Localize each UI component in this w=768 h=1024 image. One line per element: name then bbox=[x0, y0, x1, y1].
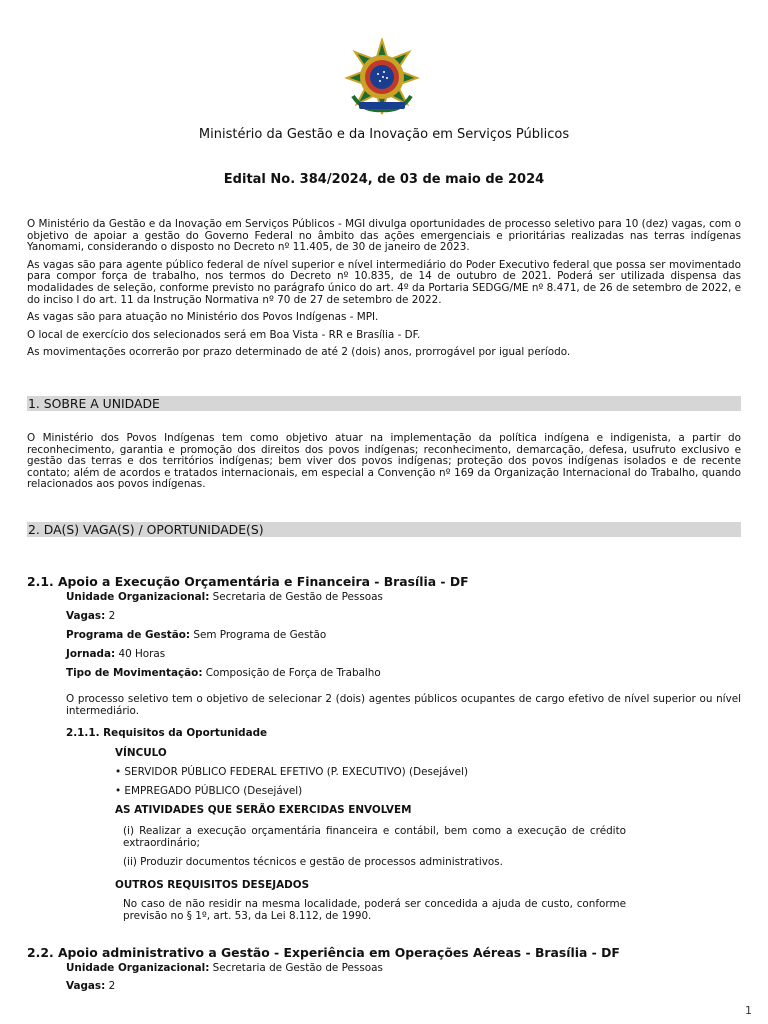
intro-paragraph: O local de exercício dos selecionados será em Boa Vista - RR e Brasília - DF. bbox=[27, 328, 421, 341]
field-label: Unidade Organizacional: bbox=[66, 962, 210, 974]
field-tipo bbox=[66, 667, 381, 679]
vinculo-title: VÍNCULO bbox=[115, 747, 167, 759]
intro-paragraph: As movimentações ocorrerão por prazo determinado de até 2 (dois) anos, prorrogável por igual período. bbox=[27, 346, 571, 359]
field-value: Composição de Força de Trabalho bbox=[202, 667, 381, 679]
field-label: Vagas: bbox=[66, 980, 106, 992]
page-number: 1 bbox=[745, 1004, 752, 1017]
field-value: Sem Programa de Gestão bbox=[190, 629, 327, 641]
edital-title: Edital No. 384/2024, de 03 de maio de 2024 bbox=[223, 172, 545, 187]
outros-text: No caso de não residir na mesma localidade, poderá ser concedida a ajuda de custo, conforme previsão no § 1º, art. 53, da Lei 8.112, de 1990. bbox=[123, 898, 626, 922]
field-vagas bbox=[66, 610, 115, 622]
coat-of-arms-icon bbox=[343, 38, 421, 116]
atividade-item: (i) Realizar a execução orçamentária financeira e contábil, bem como a execução de crédito extraordinário; bbox=[123, 825, 626, 849]
field-label: Jornada: bbox=[66, 648, 116, 660]
section-header-unidade bbox=[27, 396, 741, 411]
field-programa bbox=[66, 629, 326, 641]
intro-block bbox=[27, 219, 741, 365]
atividades-title: AS ATIVIDADES QUE SERÃO EXERCIDAS ENVOLVEM bbox=[115, 804, 412, 816]
requisitos-title: 2.1.1. Requisitos da Oportunidade bbox=[66, 727, 268, 739]
vaga-title: 2.2. Apoio administrativo a Gestão - Experiência em Operações Aéreas - Brasília - DF bbox=[27, 945, 620, 960]
field-vagas bbox=[66, 980, 115, 992]
ministry-title: Ministério da Gestão e da Inovação em Serviços Públicos bbox=[198, 127, 570, 142]
section-title: 2. DA(S) VAGA(S) / OPORTUNIDADE(S) bbox=[28, 522, 264, 537]
section-title: 1. SOBRE A UNIDADE bbox=[28, 396, 160, 411]
vinculo-item: • EMPREGADO PÚBLICO (Desejável) bbox=[115, 785, 303, 797]
field-value: 2 bbox=[105, 610, 116, 622]
intro-paragraph: O Ministério da Gestão e da Inovação em Serviços Públicos - MGI divulga oportunidades de processo seletivo para 10 (dez) vagas, com o objetivo de apoiar a gestão do Governo Federal no âmbito das ações emergenciais e prioritárias realizadas nas terras indígenas Yanomami, considerando o disposto no Decreto nº 11.405, de 30 de janeiro de 2023. bbox=[27, 218, 741, 254]
vaga-title: 2.1. Apoio a Execução Orçamentária e Financeira - Brasília - DF bbox=[27, 574, 469, 589]
field-label: Programa de Gestão: bbox=[66, 629, 191, 641]
vaga-objetivo: O processo seletivo tem o objetivo de selecionar 2 (dois) agentes públicos ocupantes de cargo efetivo de nível superior ou nível intermediário. bbox=[66, 693, 741, 717]
field-value: Secretaria de Gestão de Pessoas bbox=[209, 962, 383, 974]
field-label: Vagas: bbox=[66, 610, 106, 622]
atividade-item: (ii) Produzir documentos técnicos e gestão de processos administrativos. bbox=[123, 856, 503, 868]
field-unidade bbox=[66, 591, 383, 603]
field-jornada bbox=[66, 648, 165, 660]
field-value: 40 Horas bbox=[115, 648, 166, 660]
section-unidade-text: O Ministério dos Povos Indígenas tem como objetivo atuar na implementação da política indígena e indigenista, a partir do reconhecimento, garantia e promoção dos direitos dos povos indígenas; reconhecimento, demarcação, defesa, usufruto exclusivo e gestão das terras e dos territórios indígenas; bem viver dos povos indígenas; proteção dos povos indígenas isolados e de recente contato; além de acordos e tratados internacionais, em especial a Convenção nº 169 da Organização Internacional do Trabalho, quando relacionados aos povos indígenas. bbox=[27, 432, 741, 491]
section-header-vagas bbox=[27, 522, 741, 537]
field-value: Secretaria de Gestão de Pessoas bbox=[209, 591, 383, 603]
field-label: Tipo de Movimentação: bbox=[66, 667, 203, 679]
field-unidade bbox=[66, 962, 383, 974]
vinculo-item: • SERVIDOR PÚBLICO FEDERAL EFETIVO (P. EXECUTIVO) (Desejável) bbox=[115, 766, 469, 778]
field-label: Unidade Organizacional: bbox=[66, 591, 210, 603]
outros-title: OUTROS REQUISITOS DESEJADOS bbox=[115, 879, 310, 891]
intro-paragraph: As vagas são para atuação no Ministério dos Povos Indígenas - MPI. bbox=[27, 311, 379, 324]
intro-paragraph: As vagas são para agente público federal de nível superior e nível intermediário do Poder Executivo federal que possa ser movimentado para compor força de trabalho, nos termos do Decreto nº 10.835, de 14 de outubro de 2021. Poderá ser utilizada dispensa das modalidades de seleção, conforme previsto no parágrafo único do art. 4º da Portaria SEDGG/ME nº 8.471, de 26 de setembro de 2022, e do inciso I do art. 11 da Instrução Normativa nº 70 de 27 de setembro de 2022. bbox=[27, 258, 741, 306]
field-value: 2 bbox=[105, 980, 116, 992]
